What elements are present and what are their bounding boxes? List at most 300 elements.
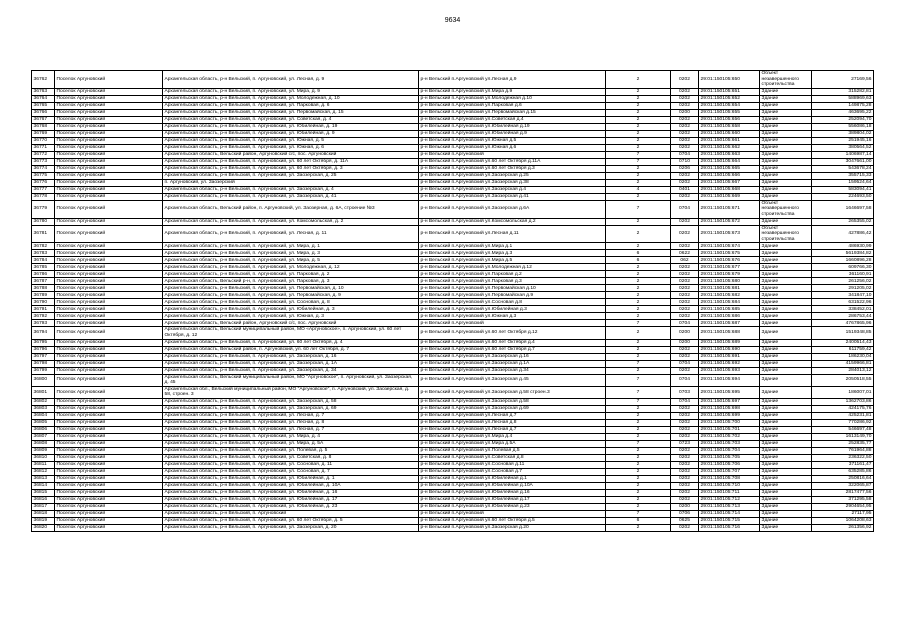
- table-row: [32, 137, 874, 144]
- cell-locality: Поселок Аргуновский: [55, 243, 163, 250]
- cell-object-type: Здание: [760, 374, 812, 386]
- cell-value: 261356,92: [812, 524, 874, 531]
- cell-code: 0202: [671, 88, 699, 95]
- cell-floors: 7: [606, 151, 671, 158]
- cell-floors: 2: [606, 468, 671, 475]
- cell-cadastral-number: 29:01:150105:712: [699, 496, 760, 503]
- cell-cadastral-number: 29:01:150105:687: [699, 320, 760, 327]
- cell-floors: 7: [606, 360, 671, 367]
- registry-table: [31, 70, 874, 532]
- cell-cadastral-number: 29:01:150105:679: [699, 271, 760, 278]
- cell-locality: Поселок Аргуновский: [55, 313, 163, 320]
- cell-address: Архангельская область, р-н Вельский, п. Аргуновский, ул. Советская, д. 4: [163, 116, 419, 123]
- cell-code: 0202: [671, 447, 699, 454]
- cell-floors: 2: [606, 454, 671, 461]
- cell-floors: 4: [606, 186, 671, 193]
- cell-value: 27169,56: [812, 71, 874, 89]
- cell-floors: 7: [606, 158, 671, 165]
- table-row: [32, 419, 874, 426]
- cell-locality: Поселок Аргуновский: [55, 426, 163, 433]
- cell-value: 371295,58: [812, 496, 874, 503]
- cell-address: Архангельская область, р-н Вельский, п. Аргуновский, ул. Заозерская, д. 25: [163, 172, 419, 179]
- cell-address: Архангельская область, р-н Вельский, п. Аргуновский, ул. Мира, д. 1: [163, 243, 419, 250]
- cell-locality: Поселок Аргуновский: [55, 447, 163, 454]
- cell-value: 1519348,85: [812, 327, 874, 339]
- cell-locality: Поселок Аргуновский: [55, 179, 163, 186]
- cell-cadastral-number: 29:01:150105:701: [699, 426, 760, 433]
- cell-value: 315282,81: [812, 88, 874, 95]
- cell-object-type: Здание: [760, 517, 812, 524]
- cell-row-id: 36801: [32, 386, 55, 398]
- table-row: [32, 367, 874, 374]
- cell-value: 3047661,00: [812, 158, 874, 165]
- cell-address: Архангельская область, р-н Вельский, п. Аргуновский, ул. Сосновая, д. 11: [163, 461, 419, 468]
- cell-object-type: Здание: [760, 172, 812, 179]
- cell-address: Архангельская область, р-н Вельский, п. Аргуновский, ул. Комсомольская, д. 2: [163, 218, 419, 225]
- table-row: [32, 250, 874, 257]
- cell-locality: Поселок Аргуновский: [55, 193, 163, 200]
- cell-short-address: р-н Вельский п.Аргуновский ул.Парковая д.2: [419, 271, 606, 278]
- cell-value: 609766,30: [812, 264, 874, 271]
- cell-value: 761964,88: [812, 447, 874, 454]
- cell-row-id: 36799: [32, 367, 55, 374]
- cell-short-address: р-н Вельский п.Аргуновский ул.Заозерская д.6А: [419, 200, 606, 218]
- cell-value: 2904654,95: [812, 503, 874, 510]
- cell-value: 424175,76: [812, 405, 874, 412]
- table-row: [32, 278, 874, 285]
- cell-object-type: Здание: [760, 165, 812, 172]
- cell-locality: Поселок Аргуновский: [55, 454, 163, 461]
- cell-short-address: р-н Вельский п.Аргуновский ул.Первомайская д.15: [419, 109, 606, 116]
- cell-row-id: 36812: [32, 468, 55, 475]
- table-row: [32, 313, 874, 320]
- cell-address: Архангельская область, р-н Вельский, п. Аргуновский, ул. Советская, д. 8: [163, 454, 419, 461]
- cell-value: 463695,22: [812, 109, 874, 116]
- cell-row-id: 36788: [32, 285, 55, 292]
- cell-cadastral-number: 29:01:150105:666: [699, 172, 760, 179]
- cell-locality: Поселок Аргуновский: [55, 419, 163, 426]
- cell-floors: 2: [606, 475, 671, 482]
- cell-short-address: р-н Вельский п.Аргуновский ул.Сосновая д.11: [419, 461, 606, 468]
- cell-code: 0202: [671, 218, 699, 225]
- cell-value: 371161,47: [812, 461, 874, 468]
- cell-row-id: 36789: [32, 292, 55, 299]
- cell-locality: Поселок Аргуновский: [55, 165, 163, 172]
- cell-value: 635285,86: [812, 468, 874, 475]
- cell-object-type: Здание: [760, 454, 812, 461]
- cell-short-address: р-н Вельский п.Аргуновский ул.Юбилейная д.9: [419, 130, 606, 137]
- cell-floors: 2: [606, 503, 671, 510]
- cell-code: 0200: [671, 109, 699, 116]
- cell-object-type: Здание: [760, 130, 812, 137]
- cell-address: Архангельская область, р-н Вельский, п. Аргуновский, ул. Мира, д. 9: [163, 88, 419, 95]
- cell-cadastral-number: 29:01:150105:682: [699, 292, 760, 299]
- cell-floors: 2: [606, 412, 671, 419]
- table-row: [32, 102, 874, 109]
- cell-value: 251945,16: [812, 137, 874, 144]
- cell-floors: 2: [606, 292, 671, 299]
- cell-locality: Поселок Аргуновский: [55, 367, 163, 374]
- cell-value: 556086,18: [812, 123, 874, 130]
- cell-row-id: 36764: [32, 95, 55, 102]
- cell-object-type: Здание: [760, 243, 812, 250]
- cell-floors: 2: [606, 130, 671, 137]
- table-row: [32, 461, 874, 468]
- cell-short-address: р-н Вельский п.Аргуновский ул.Лесная д.9: [419, 71, 606, 89]
- cell-value: 2400514,43: [812, 339, 874, 346]
- cell-row-id: 36820: [32, 524, 55, 531]
- cell-row-id: 36805: [32, 419, 55, 426]
- cell-row-id: 36776: [32, 179, 55, 186]
- cell-row-id: 36769: [32, 130, 55, 137]
- cell-object-type: Здание: [760, 137, 812, 144]
- cell-row-id: 36816: [32, 496, 55, 503]
- cell-short-address: р-н Вельский п.Аргуновский ул.Заозерская д.1А: [419, 360, 606, 367]
- table-row: [32, 496, 874, 503]
- cell-address: Архангельская область, р-н Вельский, п. Аргуновский, ул. Заозерская, д. 41: [163, 193, 419, 200]
- table-row: [32, 503, 874, 510]
- cell-object-type: Здание: [760, 367, 812, 374]
- cell-object-type: Здание: [760, 440, 812, 447]
- cell-floors: 2: [606, 327, 671, 339]
- table-row: [32, 475, 874, 482]
- cell-short-address: р-н Вельский п.Аргуновский ул.Юбилейная д.17: [419, 496, 606, 503]
- cell-cadastral-number: 29:01:150105:671: [699, 200, 760, 218]
- table-row: [32, 95, 874, 102]
- cell-object-type: Здание: [760, 123, 812, 130]
- cell-cadastral-number: 29:01:150105:689: [699, 339, 760, 346]
- cell-locality: Поселок Аргуновский: [55, 292, 163, 299]
- cell-code: 0202: [671, 292, 699, 299]
- cell-code: 0401: [671, 186, 699, 193]
- cell-locality: Поселок Аргуновский: [55, 496, 163, 503]
- table-row: [32, 306, 874, 313]
- cell-locality: Поселок Аргуновский: [55, 461, 163, 468]
- cell-short-address: р-н Вельский п.Аргуновский: [419, 510, 606, 517]
- cell-cadastral-number: 29:01:150105:676: [699, 257, 760, 264]
- cell-locality: Поселок Аргуновский: [55, 299, 163, 306]
- cell-code: 0202: [671, 346, 699, 353]
- cell-cadastral-number: 29:01:150105:668: [699, 186, 760, 193]
- cell-short-address: р-н Вельский п.Аргуновский ул.Юбилейная д.10А: [419, 482, 606, 489]
- cell-row-id: 36791: [32, 306, 55, 313]
- cell-object-type: Объект незавершенного строительства: [760, 71, 812, 89]
- cell-short-address: р-н Вельский п.Аргуновский ул.60 лет Октября д.3: [419, 165, 606, 172]
- table-row: [32, 88, 874, 95]
- cell-address: Архангельская область, р-н Вельский, п. Аргуновский, ул. Заозерская, д. 4: [163, 186, 419, 193]
- cell-object-type: Здание: [760, 475, 812, 482]
- cell-address: Архангельская область, р-н Вельский, п. Аргуновский, ул. Первомайская, д. 10: [163, 285, 419, 292]
- cell-object-type: Здание: [760, 496, 812, 503]
- cell-short-address: р-н Вельский п.Аргуновский ул.Первомайская д.9: [419, 292, 606, 299]
- cell-value: 546697,48: [812, 426, 874, 433]
- cell-locality: Поселок Аргуновский: [55, 130, 163, 137]
- cell-row-id: 36780: [32, 218, 55, 225]
- table-row: [32, 243, 874, 250]
- cell-row-id: 36817: [32, 503, 55, 510]
- cell-address: Архангельская обл., Вельский муниципальный район, МО "Аргуновское", п. Аргуновский, ул. Заозерская, д. 58, строен. 3: [163, 386, 419, 398]
- cell-floors: 7: [606, 440, 671, 447]
- cell-cadastral-number: 29:01:150105:691: [699, 353, 760, 360]
- cell-value: 265355,02: [812, 218, 874, 225]
- cell-cadastral-number: 29:01:150105:655: [699, 109, 760, 116]
- cell-locality: Поселок Аргуновский: [55, 257, 163, 264]
- cell-short-address: р-н Вельский п.Аргуновский ул.Парковая д.6: [419, 102, 606, 109]
- cell-address: Архангельская область, Вельский район, п. Аргуновский, ул. Заозерная, д. 6А, строение №3: [163, 200, 419, 218]
- cell-short-address: р-н Вельский п.Аргуновский ул.Сосновая д.7: [419, 468, 606, 475]
- cell-floors: 2: [606, 102, 671, 109]
- table-row: [32, 482, 874, 489]
- cell-address: Архангельская область, Вельский р-н, п. Аргуновский, ул. Парковая, д. 3: [163, 278, 419, 285]
- cell-short-address: р-н Вельский п.Аргуновский ул.Парковая д.3: [419, 278, 606, 285]
- cell-code: 0202: [671, 271, 699, 278]
- cell-row-id: 36775: [32, 172, 55, 179]
- cell-code: 0202: [671, 172, 699, 179]
- cell-floors: 6: [606, 517, 671, 524]
- cell-short-address: р-н Вельский п.Аргуновский ул.Юбилейная д.1: [419, 475, 606, 482]
- cell-address: Архангельская область, р-н Вельский, п. Аргуновский, ул. 60 лет Октября, д. 4: [163, 339, 419, 346]
- cell-floors: 2: [606, 299, 671, 306]
- cell-floors: 2: [606, 524, 671, 531]
- cell-row-id: 36784: [32, 257, 55, 264]
- cell-locality: Поселок Аргуновский: [55, 102, 163, 109]
- cell-locality: Поселок Аргуновский: [55, 398, 163, 405]
- cell-object-type: Здание: [760, 250, 812, 257]
- cell-address: Архангельская область, р-н Вельский, п. Аргуновский, ул. Сосновая, д. 8: [163, 299, 419, 306]
- cell-address: Архангельская область, р-н Вельский, п. Аргуновский, ул. Юбилейная, д. 23: [163, 503, 419, 510]
- cell-code: 0200: [671, 327, 699, 339]
- cell-short-address: р-н Вельский п.Аргуновский ул.Юбилейная д.3: [419, 306, 606, 313]
- cell-cadastral-number: 29:01:150105:663: [699, 151, 760, 158]
- table-row: [32, 151, 874, 158]
- cell-short-address: р-н Вельский п.Аргуновский ул.Мира д.5А: [419, 440, 606, 447]
- cell-address: Архангельская область, р-н Вельский, п. Аргуновский, ул. Юбилейная, д. 1: [163, 475, 419, 482]
- cell-short-address: р-н Вельский п.Аргуновский ул.Сосновая д.8: [419, 299, 606, 306]
- cell-floors: 2: [606, 285, 671, 292]
- cell-code: 0704: [671, 320, 699, 327]
- cell-code: 0202: [671, 264, 699, 271]
- cell-object-type: Здание: [760, 353, 812, 360]
- cell-value: 186230,04: [812, 353, 874, 360]
- cell-locality: Поселок Аргуновский: [55, 405, 163, 412]
- cell-code: 0710: [671, 158, 699, 165]
- table-row: [32, 346, 874, 353]
- cell-value: 341847,10: [812, 292, 874, 299]
- cell-row-id: 36773: [32, 158, 55, 165]
- cell-short-address: р-н Вельский п.Аргуновский ул.Комсомольская д.2: [419, 218, 606, 225]
- cell-row-id: 36800: [32, 374, 55, 386]
- table-row: [32, 71, 874, 89]
- cell-cadastral-number: 29:01:150105:664: [699, 158, 760, 165]
- cell-cadastral-number: 29:01:150105:684: [699, 299, 760, 306]
- cell-short-address: р-н Вельский п.Аргуновский ул.60 лет Октября д.4: [419, 339, 606, 346]
- cell-floors: 2: [606, 109, 671, 116]
- cell-value: 355715,33: [812, 172, 874, 179]
- cell-value: 1646697,58: [812, 200, 874, 218]
- cell-locality: Поселок Аргуновский: [55, 271, 163, 278]
- table-row: [32, 327, 874, 339]
- cell-object-type: Здание: [760, 313, 812, 320]
- cell-address: Архангельская область, р-н Вельский, п. Аргуновский, ул. Юбилейная, д. 19: [163, 123, 419, 130]
- cell-address: Архангельская область, р-н Вельский, п. Аргуновский, ул. Первомайская, д. 15: [163, 109, 419, 116]
- cell-object-type: Здание: [760, 271, 812, 278]
- cell-address: Архангельская область, р-н Вельский, п. Аргуновский, ул. 60 лет Октября, д. 11А: [163, 158, 419, 165]
- cell-row-id: 36766: [32, 109, 55, 116]
- cell-address: Архангельская область, р-н Вельский, п. Аргуновский: [163, 510, 419, 517]
- cell-row-id: 36767: [32, 116, 55, 123]
- cell-row-id: 36787: [32, 278, 55, 285]
- cell-cadastral-number: 29:01:150105:713: [699, 503, 760, 510]
- cell-code: 0202: [671, 193, 699, 200]
- cell-floors: 7: [606, 510, 671, 517]
- cell-address: Архангельская область, р-н Вельский, п. Аргуновский, ул. Первомайская, д. 9: [163, 292, 419, 299]
- cell-cadastral-number: 29:01:150105:681: [699, 285, 760, 292]
- cell-address: Архангельская область, р-н Вельский, п. Аргуновский, ул. 60 лет Октября, д. 3: [163, 165, 419, 172]
- cell-value: 186007,01: [812, 386, 874, 398]
- cell-floors: 2: [606, 346, 671, 353]
- cell-value: 27117,95: [812, 510, 874, 517]
- cell-object-type: Объект незавершенного строительства: [760, 225, 812, 243]
- cell-row-id: 36779: [32, 200, 55, 218]
- cell-cadastral-number: 29:01:150105:658: [699, 123, 760, 130]
- cell-locality: Поселок Аргуновский: [55, 250, 163, 257]
- cell-code: 0202: [671, 144, 699, 151]
- cell-locality: Поселок Аргуновский: [55, 327, 163, 339]
- cell-floors: 2: [606, 482, 671, 489]
- cell-row-id: 36803: [32, 405, 55, 412]
- cell-object-type: Здание: [760, 306, 812, 313]
- cell-address: Архангельская область, Вельский муниципальный район, МО «Аргуновское», п. Аргуновский, ул. 60 лет Октября, д. 12: [163, 327, 419, 339]
- cell-floors: 2: [606, 225, 671, 243]
- table-row: [32, 489, 874, 496]
- cell-short-address: р-н Вельский п.Аргуновский ул.Лесная д.8: [419, 419, 606, 426]
- cell-short-address: р-н Вельский п.Аргуновский ул.60 лет Октября д.11А: [419, 158, 606, 165]
- cell-value: 583094,41: [812, 186, 874, 193]
- cell-row-id: 36790: [32, 299, 55, 306]
- table-row: [32, 339, 874, 346]
- table-row: [32, 165, 874, 172]
- cell-cadastral-number: 29:01:150105:672: [699, 218, 760, 225]
- cell-address: Архангельская область, р-н Вельский, п. Аргуновский, ул. Юбилейная, д. 3: [163, 306, 419, 313]
- table-row: [32, 271, 874, 278]
- cell-cadastral-number: 29:01:150105:710: [699, 482, 760, 489]
- cell-value: 250816,64: [812, 475, 874, 482]
- table-row: [32, 200, 874, 218]
- cell-floors: 2: [606, 339, 671, 346]
- cell-object-type: Здание: [760, 109, 812, 116]
- cell-address: Архангельская область, Вельский район, Аргуновский с/с, пос. Аргуновский: [163, 320, 419, 327]
- cell-short-address: р-н Вельский п.Аргуновский ул.Заозерская д.58 строен.3: [419, 386, 606, 398]
- cell-value: 486930,99: [812, 243, 874, 250]
- cell-cadastral-number: 29:01:150105:656: [699, 116, 760, 123]
- cell-row-id: 36806: [32, 426, 55, 433]
- cell-floors: 2: [606, 419, 671, 426]
- cell-floors: 2: [606, 243, 671, 250]
- cell-code: 0704: [671, 398, 699, 405]
- cell-address: Архангельская область, р-н Вельский, п. Аргуновский, ул. Заозерская, д. 69: [163, 405, 419, 412]
- cell-locality: Поселок Аргуновский: [55, 503, 163, 510]
- cell-address: Архангельская область, р-н Вельский, п. Аргуновский, ул. Юбилейная, д. 9: [163, 130, 419, 137]
- cell-cadastral-number: 29:01:150105:665: [699, 165, 760, 172]
- cell-row-id: 36777: [32, 186, 55, 193]
- cell-cadastral-number: 29:01:150105:693: [699, 367, 760, 374]
- cell-row-id: 36811: [32, 461, 55, 468]
- cell-value: 159524,64: [812, 179, 874, 186]
- cell-address: Архангельская область, Вельский район, Аргуновский с/с, пос. Аргуновский: [163, 151, 419, 158]
- cell-locality: Поселок Аргуновский: [55, 218, 163, 225]
- cell-locality: Поселок Аргуновский: [55, 482, 163, 489]
- cell-value: 291205,02: [812, 285, 874, 292]
- table-row: [32, 433, 874, 440]
- cell-short-address: р-н Вельский п.Аргуновский ул.Заозерская д.16: [419, 353, 606, 360]
- cell-value: 4767865,96: [812, 320, 874, 327]
- cell-row-id: 36804: [32, 412, 55, 419]
- cell-code: 0202: [671, 306, 699, 313]
- cell-value: 1064208,63: [812, 517, 874, 524]
- table-row: [32, 426, 874, 433]
- cell-floors: 2: [606, 116, 671, 123]
- cell-short-address: р-н Вельский п.Аргуновский ул.Лесная д.7: [419, 426, 606, 433]
- cell-value: 611759,42: [812, 346, 874, 353]
- cell-object-type: Объект незавершенного строительства: [760, 200, 812, 218]
- cell-object-type: Здание: [760, 264, 812, 271]
- cell-address: Архангельская область, р-н Вельский, п. Аргуновский, ул. Мира, д. 4: [163, 433, 419, 440]
- cell-code: 0202: [671, 285, 699, 292]
- table-row: [32, 257, 874, 264]
- cell-address: Архангельская область, Вельский район, п. Аргуновский, ул. 60 лет Октября, д. 7: [163, 346, 419, 353]
- cell-floors: 2: [606, 193, 671, 200]
- cell-code: 0202: [671, 116, 699, 123]
- cell-floors: 2: [606, 144, 671, 151]
- cell-locality: Поселок Аргуновский: [55, 88, 163, 95]
- cell-locality: Поселок Аргуновский: [55, 172, 163, 179]
- cell-value: 236322,50: [812, 454, 874, 461]
- cell-floors: 2: [606, 278, 671, 285]
- cell-locality: Поселок Аргуновский: [55, 339, 163, 346]
- cell-value: 1362703,86: [812, 398, 874, 405]
- cell-row-id: 36792: [32, 313, 55, 320]
- cell-locality: Поселок Аргуновский: [55, 137, 163, 144]
- cell-address: Архангельская область, р-н Вельский, п. Аргуновский, ул. 60 лет Октября, д. 5: [163, 517, 419, 524]
- cell-locality: Поселок Аргуновский: [55, 158, 163, 165]
- cell-address: Архангельская область, р-н Вельский, п. Аргуновский, ул. Лесная, д. 7: [163, 412, 419, 419]
- table-row: [32, 405, 874, 412]
- cell-object-type: Здание: [760, 95, 812, 102]
- cell-value: 252094,70: [812, 116, 874, 123]
- cell-code: 0202: [671, 412, 699, 419]
- cell-value: 284013,12: [812, 367, 874, 374]
- cell-floors: 2: [606, 165, 671, 172]
- table-row: [32, 398, 874, 405]
- cell-object-type: Здание: [760, 144, 812, 151]
- cell-row-id: 36771: [32, 144, 55, 151]
- cell-short-address: р-н Вельский п.Аргуновский ул.Советская д.8: [419, 454, 606, 461]
- cell-floors: 2: [606, 433, 671, 440]
- cell-object-type: Здание: [760, 257, 812, 264]
- cell-cadastral-number: 29:01:150105:702: [699, 433, 760, 440]
- cell-locality: Поселок Аргуновский: [55, 440, 163, 447]
- cell-object-type: Здание: [760, 292, 812, 299]
- cell-locality: Поселок Аргуновский: [55, 186, 163, 193]
- cell-locality: Поселок Аргуновский: [55, 95, 163, 102]
- cell-object-type: Здание: [760, 278, 812, 285]
- cell-cadastral-number: 29:01:150105:692: [699, 360, 760, 367]
- cell-short-address: р-н Вельский п.Аргуновский ул.Заозерская д.38: [419, 179, 606, 186]
- cell-object-type: Здание: [760, 327, 812, 339]
- cell-address: Архангельская область, р-н Вельский, п. Аргуновский, ул. Лесная, д. 11: [163, 225, 419, 243]
- cell-short-address: р-н Вельский п.Аргуновский ул.Мира д.9: [419, 88, 606, 95]
- cell-short-address: р-н Вельский п.Аргуновский ул.Мира д.1: [419, 243, 606, 250]
